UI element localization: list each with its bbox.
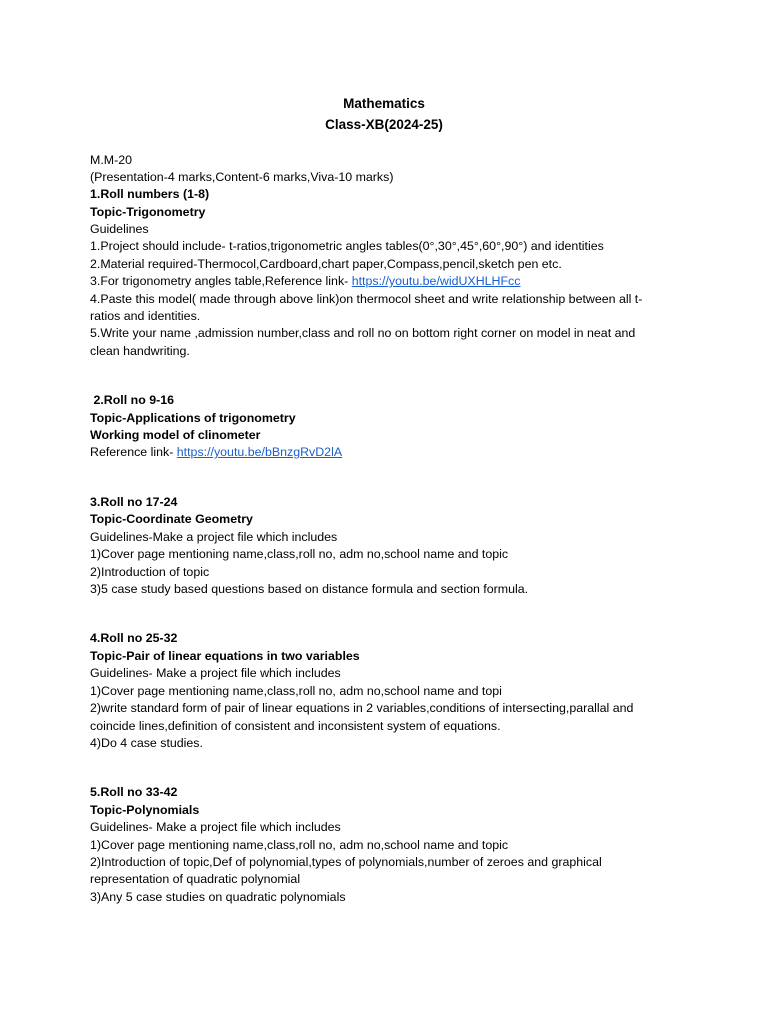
section1-item4-line1: 4.Paste this model( made through above link)on thermocol sheet and write relationship between all t- xyxy=(90,292,643,306)
section2-topic: Topic-Applications of trigonometry xyxy=(90,411,296,425)
section5-guidelines: Guidelines- Make a project file which includes xyxy=(90,820,341,834)
section5-item2-line2: representation of quadratic polynomial xyxy=(90,872,301,886)
section2-subtopic: Working model of clinometer xyxy=(90,428,261,442)
section1-item3 xyxy=(90,273,690,291)
section3-item1: 1)Cover page mentioning name,class,roll no, adm no,school name and topic xyxy=(90,547,509,561)
section1-topic: Topic-Trigonometry xyxy=(90,205,206,219)
document-subtitle: Class-XB(2024-25) xyxy=(325,117,443,132)
section4-guidelines: Guidelines- Make a project file which includes xyxy=(90,666,341,680)
section2-reference-prefix: Reference link- xyxy=(90,445,177,459)
section5-item3: 3)Any 5 case studies on quadratic polynomials xyxy=(90,890,346,904)
marks-breakdown: (Presentation-4 marks,Content-6 marks,Viva-10 marks) xyxy=(90,170,394,184)
section3-heading: 3.Roll no 17-24 xyxy=(90,495,178,509)
section5-item1: 1)Cover page mentioning name,class,roll no, adm no,school name and topic xyxy=(90,838,509,852)
section3-item3: 3)5 case study based questions based on distance formula and section formula. xyxy=(90,582,529,596)
trig-table-reference-link[interactable]: https://youtu.be/widUXHLHFcc xyxy=(351,274,521,288)
section4-item4: 4)Do 4 case studies. xyxy=(90,736,203,750)
section4-topic: Topic-Pair of linear equations in two variables xyxy=(90,649,360,663)
section1-item1: 1.Project should include- t-ratios,trigonometric angles tables(0°,30°,45°,60°,90°) and identities xyxy=(90,239,604,253)
section1-item5-line2: clean handwriting. xyxy=(90,344,190,358)
section5-topic: Topic-Polynomials xyxy=(90,803,200,817)
section1-guidelines-label: Guidelines xyxy=(90,222,149,236)
section1-item5-line1: 5.Write your name ,admission number,class and roll no on bottom right corner on model in neat and xyxy=(90,326,636,340)
section3-guidelines: Guidelines-Make a project file which includes xyxy=(90,530,338,544)
section1-item2: 2.Material required-Thermocol,Cardboard,chart paper,Compass,pencil,sketch pen etc. xyxy=(90,257,562,271)
section3-topic: Topic-Coordinate Geometry xyxy=(90,512,253,526)
section2-heading: 2.Roll no 9-16 xyxy=(90,393,174,407)
section1-heading: 1.Roll numbers (1-8) xyxy=(90,187,210,201)
section3-item2: 2)Introduction of topic xyxy=(90,565,210,579)
section4-item1: 1)Cover page mentioning name,class,roll no, adm no,school name and topi xyxy=(90,684,502,698)
section4-item2-line2: coincide lines,definition of consistent and inconsistent system of equations. xyxy=(90,719,501,733)
section5-heading: 5.Roll no 33-42 xyxy=(90,785,178,799)
clinometer-reference-link[interactable]: https://youtu.be/bBnzgRvD2lA xyxy=(176,445,343,459)
section4-item2-line1: 2)write standard form of pair of linear equations in 2 variables,conditions of intersecting,parallal and xyxy=(90,701,634,715)
document-title: Mathematics xyxy=(343,96,425,111)
section2-reference xyxy=(90,444,690,462)
section1-item3-prefix: 3.For trigonometry angles table,Reference link- xyxy=(90,274,352,288)
max-marks: M.M-20 xyxy=(90,153,132,167)
section4-heading: 4.Roll no 25-32 xyxy=(90,631,178,645)
section5-item2-line1: 2)Introduction of topic,Def of polynomial,types of polynomials,number of zeroes and graphical xyxy=(90,855,602,869)
section1-item4-line2: ratios and identities. xyxy=(90,309,201,323)
